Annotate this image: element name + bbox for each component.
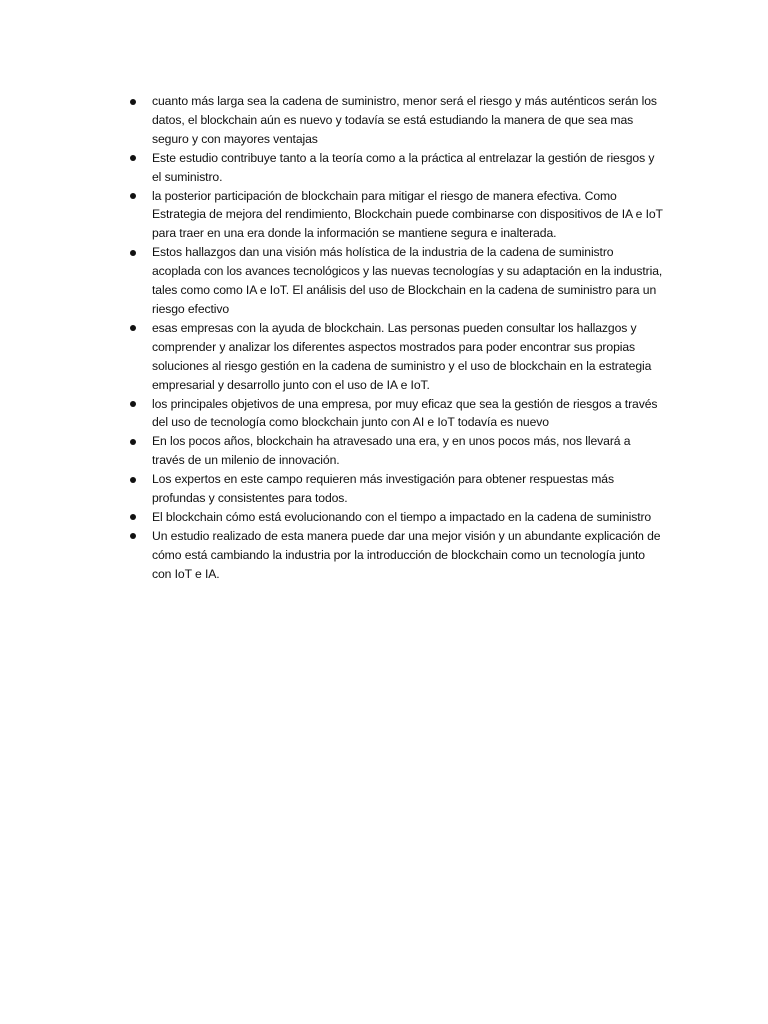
bullet-icon: [130, 514, 136, 520]
bullet-icon: [130, 193, 136, 199]
bullet-icon: [130, 477, 136, 483]
list-item: [128, 432, 664, 470]
list-item: [128, 527, 664, 584]
list-item-text: Un estudio realizado de esta manera puede dar una mejor visión y un abundante explicación de cómo está cambiando la industria por la introducción de blockchain como un tecnología junto con IoT e IA.: [152, 528, 661, 581]
list-item-text: Este estudio contribuye tanto a la teoría como a la práctica al entrelazar la gestión de riesgos y el suministro.: [152, 150, 655, 184]
list-item: [128, 470, 664, 508]
list-item-text: Los expertos en este campo requieren más investigación para obtener respuestas más profundas y consistentes para todos.: [152, 472, 614, 506]
list-item-text: los principales objetivos de una empresa, por muy eficaz que sea la gestión de riesgos a través del uso de tecnología como blockchain junto con AI e IoT todavía es nuevo: [152, 396, 658, 430]
list-item-text: cuanto más larga sea la cadena de suministro, menor será el riesgo y más auténticos serán los datos, el blockchain aún es nuevo y todavía se está estudiando la manera de que sea mas seguro y con mayores ventajas: [152, 94, 657, 146]
list-item: [128, 395, 664, 433]
list-item-text: la posterior participación de blockchain para mitigar el riesgo de manera efectiva. Como Estrategia de mejora del rendimiento, Blockchain puede combinarse con dispositivos de IA e IoT para traer en una era donde la información se mantiene segura e inalterada.: [152, 188, 663, 241]
list-item-text: esas empresas con la ayuda de blockchain. Las personas pueden consultar los hallazgos y comprender y analizar los diferentes aspectos mostrados para poder encontrar sus propias soluciones al riesgo gestión en la cadena de suministro y el uso de blockchain en la estrategia empresarial y desarrollo junto con el uso de IA e IoT.: [152, 320, 652, 392]
list-item: [128, 319, 664, 395]
bullet-icon: [130, 250, 136, 256]
list-item-text: El blockchain cómo está evolucionando con el tiempo a impactado en la cadena de suministro: [152, 509, 652, 524]
list-item: [128, 92, 664, 149]
list-item: [128, 508, 664, 527]
bullet-icon: [130, 99, 136, 105]
list-item: [128, 243, 664, 319]
bullet-icon: [130, 155, 136, 161]
list-item-text: Estos hallazgos dan una visión más holística de la industria de la cadena de suministro acoplada con los avances tecnológicos y las nuevas tecnologías y su adaptación en la industria, tales como como IA e IoT. El análisis del uso de Blockchain en la cadena de suministro para un riesgo efectivo: [152, 245, 663, 316]
list-item: [128, 187, 664, 244]
bullet-icon: [130, 401, 136, 407]
bullet-icon: [130, 439, 136, 445]
list-item-text: En los pocos años, blockchain ha atravesado una era, y en unos pocos más, nos llevará a través de un milenio de innovación.: [152, 434, 631, 468]
list-item: [128, 149, 664, 187]
bullet-icon: [130, 533, 136, 539]
bullet-icon: [130, 325, 136, 331]
bullet-list: [128, 92, 664, 584]
